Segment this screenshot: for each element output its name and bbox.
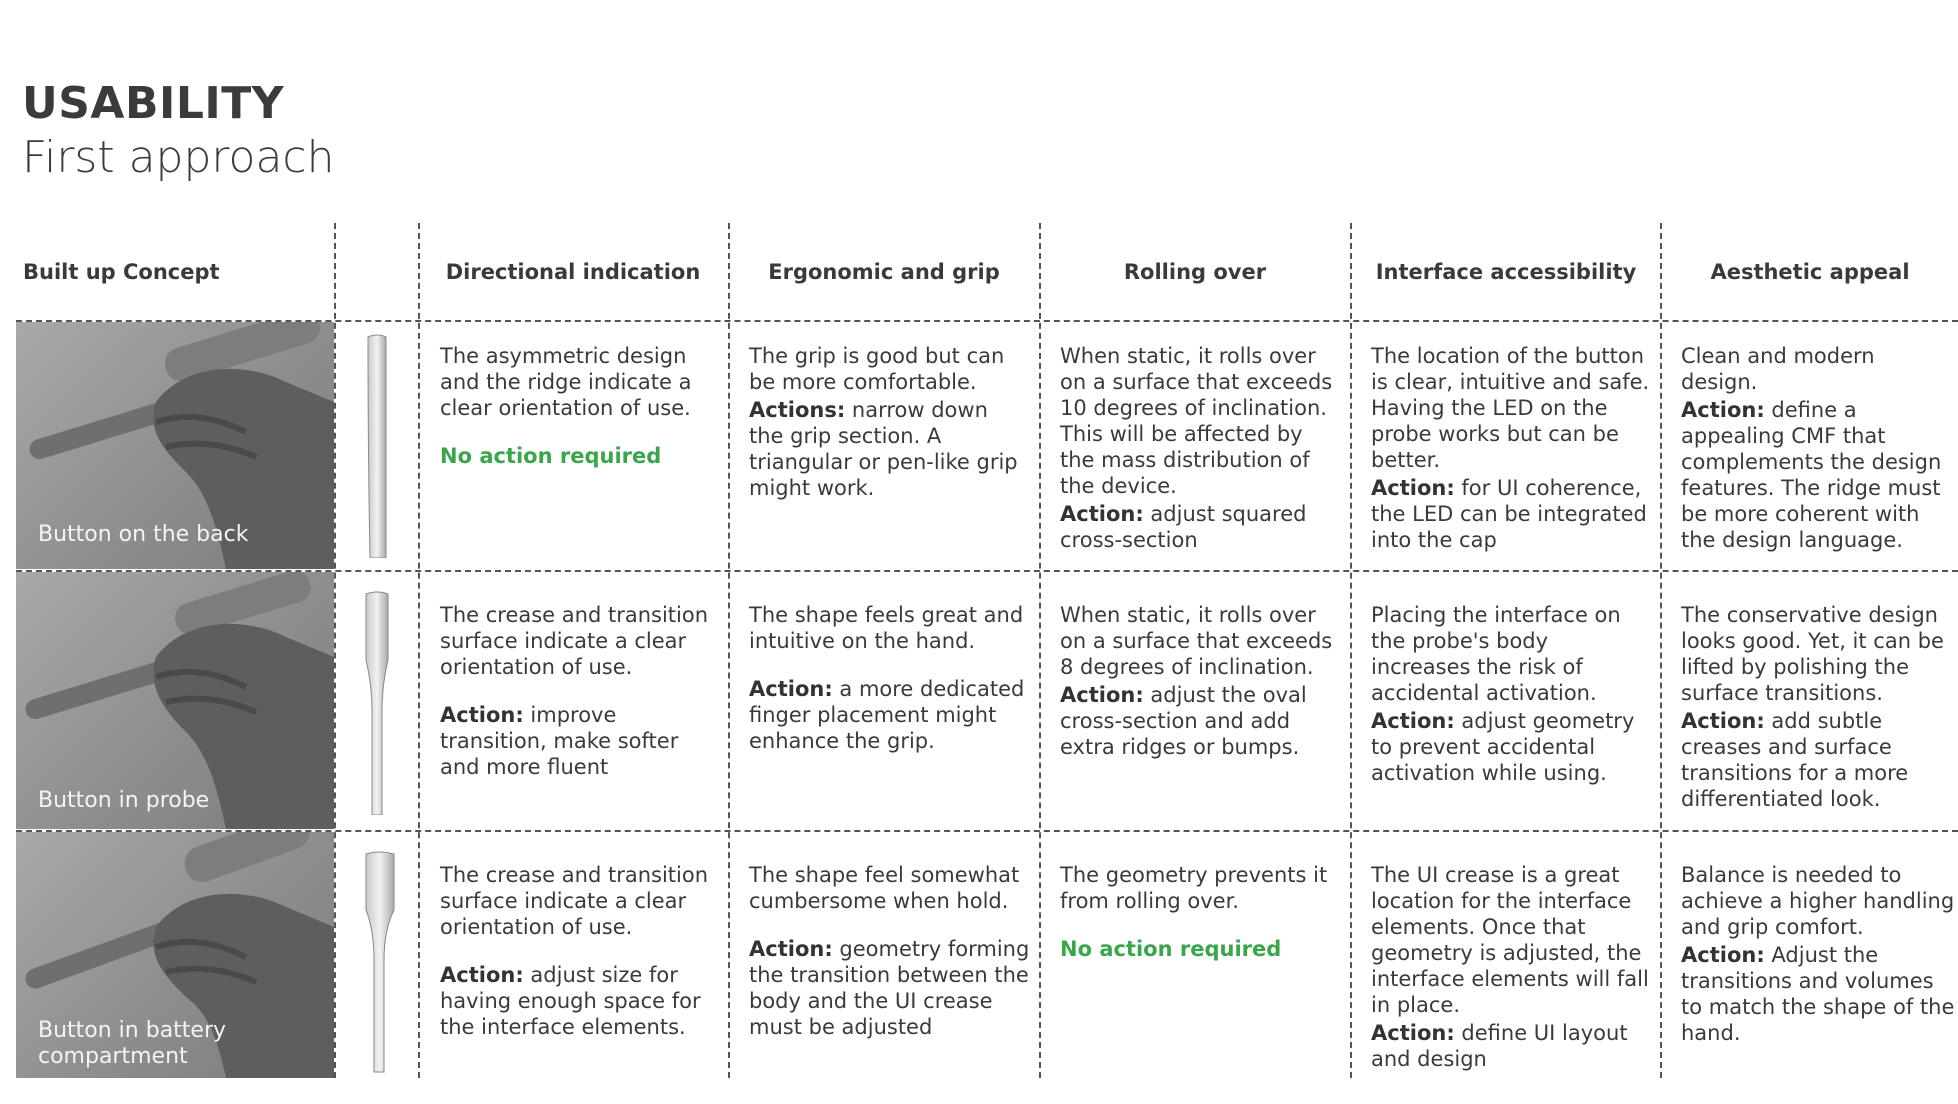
concept-label: Button in probe xyxy=(38,788,210,813)
action-text: define a appealing CMF that complements the design features. The ridge must be more coherent with the design language. xyxy=(1681,398,1942,552)
cell-ergonomic-2 xyxy=(749,602,1029,754)
cell-text: When static, it rolls over on a surface that exceeds 8 degrees of inclination. xyxy=(1060,603,1333,679)
action-text: adjust geometry to prevent accidental activation while using. xyxy=(1371,709,1635,785)
header-aesthetic-appeal: Aesthetic appeal xyxy=(1710,260,1910,284)
action-text: a more dedicated finger placement might enhance the grip. xyxy=(749,677,1025,753)
cell-text: When static, it rolls over on a surface that exceeds 10 degrees of inclination. This will be affected by the mass distribution of the device. xyxy=(1060,344,1333,498)
cell-aesthetic-2 xyxy=(1681,602,1957,812)
column-divider xyxy=(728,223,730,1078)
cell-aesthetic-1 xyxy=(1681,343,1953,553)
action-text: improve transition, make softer and more fluent xyxy=(440,703,679,779)
action-text: define UI layout and design xyxy=(1371,1021,1628,1071)
cell-directional-1 xyxy=(440,343,716,469)
cell-rolling-3 xyxy=(1060,862,1340,962)
cell-text: The UI crease is a great location for the interface elements. Once that geometry is adjusted, the interface elements will fall in place. xyxy=(1371,863,1649,1017)
concept-label: Button on the back xyxy=(38,522,249,547)
cell-text: The shape feel somewhat cumbersome when hold. xyxy=(749,863,1020,913)
action-label: Action: xyxy=(1371,709,1455,733)
action-label: Action: xyxy=(440,963,524,987)
action-label: Action: xyxy=(1681,709,1765,733)
action-text: adjust size for having enough space for the interface elements. xyxy=(440,963,701,1039)
action-label: Action: xyxy=(1371,476,1455,500)
header-ergonomic-grip: Ergonomic and grip xyxy=(768,260,1000,284)
column-divider xyxy=(418,223,420,1078)
action-text: adjust the oval cross-section and add extra ridges or bumps. xyxy=(1060,683,1307,759)
cell-text: Placing the interface on the probe's body increases the risk of accidental activation. xyxy=(1371,603,1621,705)
no-action-badge: No action required xyxy=(440,444,662,468)
cell-text: The conservative design looks good. Yet, it can be lifted by polishing the surface transitions. xyxy=(1681,603,1944,705)
no-action-badge: No action required xyxy=(1060,937,1282,961)
header-interface-accessibility: Interface accessibility xyxy=(1375,260,1637,284)
cell-text: The geometry prevents it from rolling over. xyxy=(1060,863,1328,913)
cell-ergonomic-1 xyxy=(749,343,1029,501)
cell-text: The shape feels great and intuitive on the hand. xyxy=(749,603,1024,653)
concept-photo-hand-grip xyxy=(16,322,334,569)
action-label: Action: xyxy=(1371,1021,1455,1045)
cell-text: The grip is good but can be more comfortable. xyxy=(749,344,1005,394)
cell-text: Clean and modern design. xyxy=(1681,344,1875,394)
cell-interface-2 xyxy=(1371,602,1651,786)
action-label: Action: xyxy=(440,703,524,727)
action-label: Action: xyxy=(749,677,833,701)
action-label: Action: xyxy=(1681,398,1765,422)
column-divider xyxy=(334,223,336,1078)
cell-text: Balance is needed to achieve a higher handling and grip comfort. xyxy=(1681,863,1955,939)
column-divider xyxy=(1350,223,1352,1078)
concept-label: Button in battery compartment xyxy=(38,1018,227,1069)
action-text: adjust squared cross-section xyxy=(1060,502,1307,552)
cell-interface-1 xyxy=(1371,343,1651,553)
action-label: Action: xyxy=(1060,683,1144,707)
page-subtitle: First approach xyxy=(22,132,335,183)
action-label: Action: xyxy=(1681,943,1765,967)
action-text: add subtle creases and surface transitions for a more differentiated look. xyxy=(1681,709,1909,811)
header-directional-indication: Directional indication xyxy=(445,260,701,284)
header-rolling-over: Rolling over xyxy=(1123,260,1267,284)
cell-ergonomic-3 xyxy=(749,862,1031,1040)
column-divider xyxy=(1660,223,1662,1078)
action-text: geometry forming the transition between the body and the UI crease must be adjusted xyxy=(749,937,1030,1039)
page-title: USABILITY xyxy=(22,78,285,129)
action-label: Actions: xyxy=(749,398,846,422)
action-label: Action: xyxy=(1060,502,1144,526)
cell-text: The crease and transition surface indicate a clear orientation of use. xyxy=(440,603,709,679)
cell-text: The crease and transition surface indicate a clear orientation of use. xyxy=(440,863,709,939)
probe-side-view-icon xyxy=(360,590,394,815)
cell-directional-2 xyxy=(440,602,720,780)
concept-photo-hand-grip xyxy=(16,832,334,1078)
concept-photo-hand-grip xyxy=(16,572,334,829)
action-text: Adjust the transitions and volumes to match the shape of the hand. xyxy=(1681,943,1955,1045)
column-divider xyxy=(1039,223,1041,1078)
cell-directional-3 xyxy=(440,862,720,1040)
action-text: narrow down the grip section. A triangular or pen-like grip might work. xyxy=(749,398,1018,500)
cell-aesthetic-3 xyxy=(1681,862,1957,1046)
action-text: for UI coherence, the LED can be integrated into the cap xyxy=(1371,476,1647,552)
cell-rolling-2 xyxy=(1060,602,1340,760)
cell-text: The location of the button is clear, intuitive and safe. Having the LED on the probe works but can be better. xyxy=(1371,344,1650,472)
cell-rolling-1 xyxy=(1060,343,1340,553)
header-built-up-concept: Built up Concept xyxy=(23,260,220,284)
cell-text: The asymmetric design and the ridge indicate a clear orientation of use. xyxy=(440,344,692,420)
probe-side-view-icon xyxy=(360,850,400,1075)
probe-side-view-icon xyxy=(360,333,394,558)
cell-interface-3 xyxy=(1371,862,1651,1072)
action-label: Action: xyxy=(749,937,833,961)
